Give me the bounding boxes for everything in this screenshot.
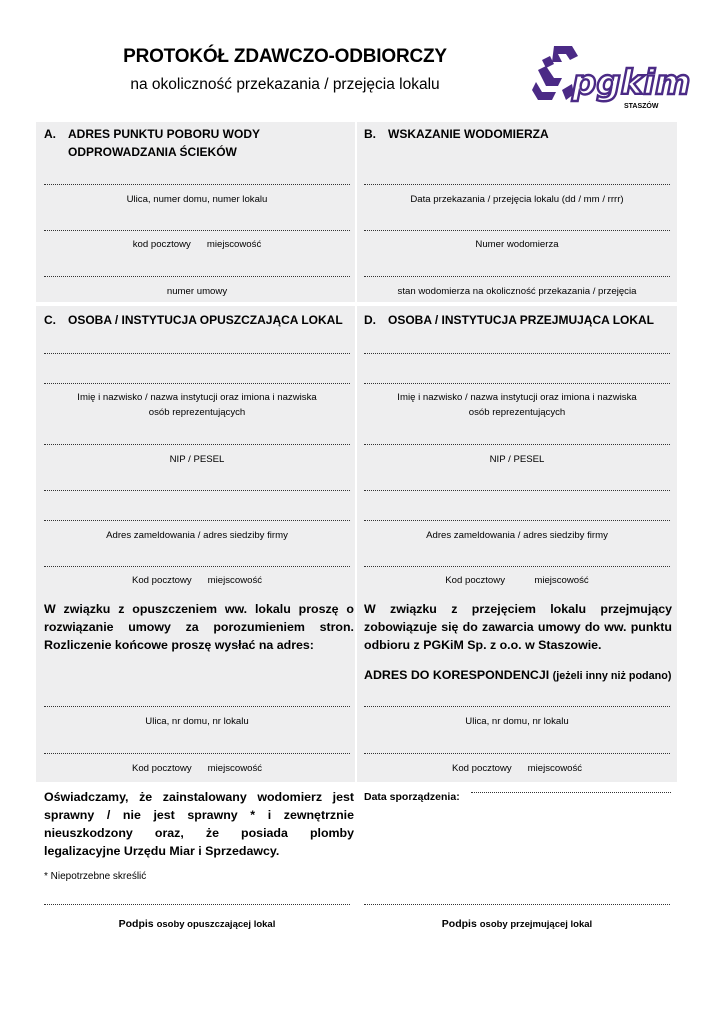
leaving-nip-field[interactable] [44, 443, 350, 445]
taking-postcode-caption: Kod pocztowy miejscowość [445, 575, 589, 586]
logo-text: pgkim [572, 63, 691, 103]
section-a-title [44, 125, 344, 161]
correspondence-postcode-field[interactable] [364, 752, 670, 754]
leaving-name-caption: Imię i nazwisko / nazwa instytucji oraz imiona i nazwiska osób reprezentujących [77, 392, 317, 418]
correspondence-postcode-caption: Kod pocztowy miejscowość [451, 763, 583, 774]
taking-nip-field[interactable] [364, 443, 670, 445]
taking-nip-caption: NIP / PESEL [489, 454, 545, 465]
leaving-nip-caption: NIP / PESEL [169, 454, 225, 465]
section-d-cell [357, 306, 677, 782]
address-postcode-caption: kod pocztowy miejscowość [132, 239, 262, 250]
section-c-letter: C. [44, 313, 56, 327]
settlement-postcode-field[interactable] [44, 752, 350, 754]
leaving-signature-field[interactable] [44, 903, 350, 905]
address-postcode-field[interactable] [44, 229, 350, 231]
correspondence-street-field[interactable] [364, 705, 670, 707]
section-b-title [364, 125, 664, 143]
leaving-postcode-caption: Kod pocztowy miejscowość [131, 575, 263, 586]
footnote: * Niepotrzebne skreślić [44, 871, 147, 882]
section-a-letter: A. [44, 127, 56, 141]
contract-number-field[interactable] [44, 275, 350, 277]
taking-address-caption: Adres zameldowania / adres siedziby firmy [426, 530, 608, 541]
settlement-street-field[interactable] [44, 705, 350, 707]
taking-address-field-1[interactable] [364, 489, 670, 491]
taking-postcode-field[interactable] [364, 565, 670, 567]
address-street-caption: Ulica, numer domu, numer lokalu [126, 194, 268, 205]
address-street-field[interactable] [44, 183, 350, 185]
handover-date-caption: Data przekazania / przejęcia lokalu (dd / mm / rrrr) [410, 194, 624, 205]
settlement-postcode-caption: Kod pocztowy miejscowość [131, 763, 263, 774]
termination-request-text: W związku z opuszczeniem ww. lokalu proszę o rozwiązanie umowy za porozumieniem stron. Rozliczenie końcowe proszę wysłać na adres: [44, 602, 354, 652]
correspondence-address-note: (jeżeli inny niż podano) [552, 670, 672, 682]
leaving-name-field-2[interactable] [44, 382, 350, 384]
taking-signature-field[interactable] [364, 903, 670, 905]
meter-declaration-text: Oświadczamy, że zainstalowany wodomierz jest sprawny / nie jest sprawny * i zewnętrznie nieuszkodzony oraz, że posiada plomby legalizacyjne Urzędu Miar i Sprzedawcy. [44, 790, 354, 858]
logo-subtext: STASZÓW [624, 103, 659, 110]
handover-date-field[interactable] [364, 183, 670, 185]
meter-reading-field[interactable] [364, 275, 670, 277]
section-a-title-line2: ODPROWADZANIA ŚCIEKÓW [68, 145, 237, 159]
taking-signature-caption: Podpis osoby przejmującej lokal [441, 918, 593, 930]
leaving-postcode-field[interactable] [44, 565, 350, 567]
section-d-letter: D. [364, 313, 376, 327]
section-c-title [44, 311, 354, 329]
correspondence-street-caption: Ulica, nr domu, nr lokalu [465, 716, 569, 727]
creation-date-label: Data sporządzenia: [364, 791, 460, 803]
leaving-address-field-1[interactable] [44, 489, 350, 491]
meter-number-caption: Numer wodomierza [475, 239, 559, 250]
meter-reading-caption: stan wodomierza na okoliczność przekazania / przejęcia [397, 286, 637, 297]
section-c-title-text: OSOBA / INSTYTUCJA OPUSZCZAJĄCA LOKAL [68, 313, 343, 327]
section-c-cell [36, 306, 355, 782]
leaving-signature-caption: Podpis osoby opuszczającej lokal [118, 918, 276, 930]
leaving-address-caption: Adres zameldowania / adres siedziby firmy [106, 530, 288, 541]
pgkim-logo [532, 42, 691, 112]
document-subtitle: na okoliczność przekazania / przejęcia lokalu [130, 76, 440, 93]
contract-obligation-text: W związku z przejęciem lokalu przejmujący zobowiązuje się do zawarcia umowy do ww. punktu odbioru z PGKiM Sp. z o.o. w Staszowie. [364, 602, 672, 652]
section-b-title-text: WSKAZANIE WODOMIERZA [388, 127, 549, 141]
section-d-title-text: OSOBA / INSTYTUCJA PRZEJMUJĄCA LOKAL [388, 313, 655, 327]
leaving-address-field-2[interactable] [44, 519, 350, 521]
creation-date-field[interactable] [471, 791, 671, 793]
settlement-street-caption: Ulica, nr domu, nr lokalu [145, 716, 249, 727]
leaving-name-field-1[interactable] [44, 352, 350, 354]
document-title: PROTOKÓŁ ZDAWCZO-ODBIORCZY [123, 46, 447, 67]
section-b-letter: B. [364, 127, 376, 141]
section-a-title-line1: ADRES PUNKTU POBORU WODY [68, 127, 261, 141]
contract-number-caption: numer umowy [166, 286, 228, 297]
meter-number-field[interactable] [364, 229, 670, 231]
taking-name-field-1[interactable] [364, 352, 670, 354]
correspondence-address-label: ADRES DO KORESPONDENCJI (jeżeli inny niż podano) [364, 668, 672, 682]
taking-address-field-2[interactable] [364, 519, 670, 521]
taking-name-caption: Imię i nazwisko / nazwa instytucji oraz imiona i nazwiska osób reprezentujących [397, 392, 637, 418]
taking-name-field-2[interactable] [364, 382, 670, 384]
section-d-title [364, 311, 674, 329]
